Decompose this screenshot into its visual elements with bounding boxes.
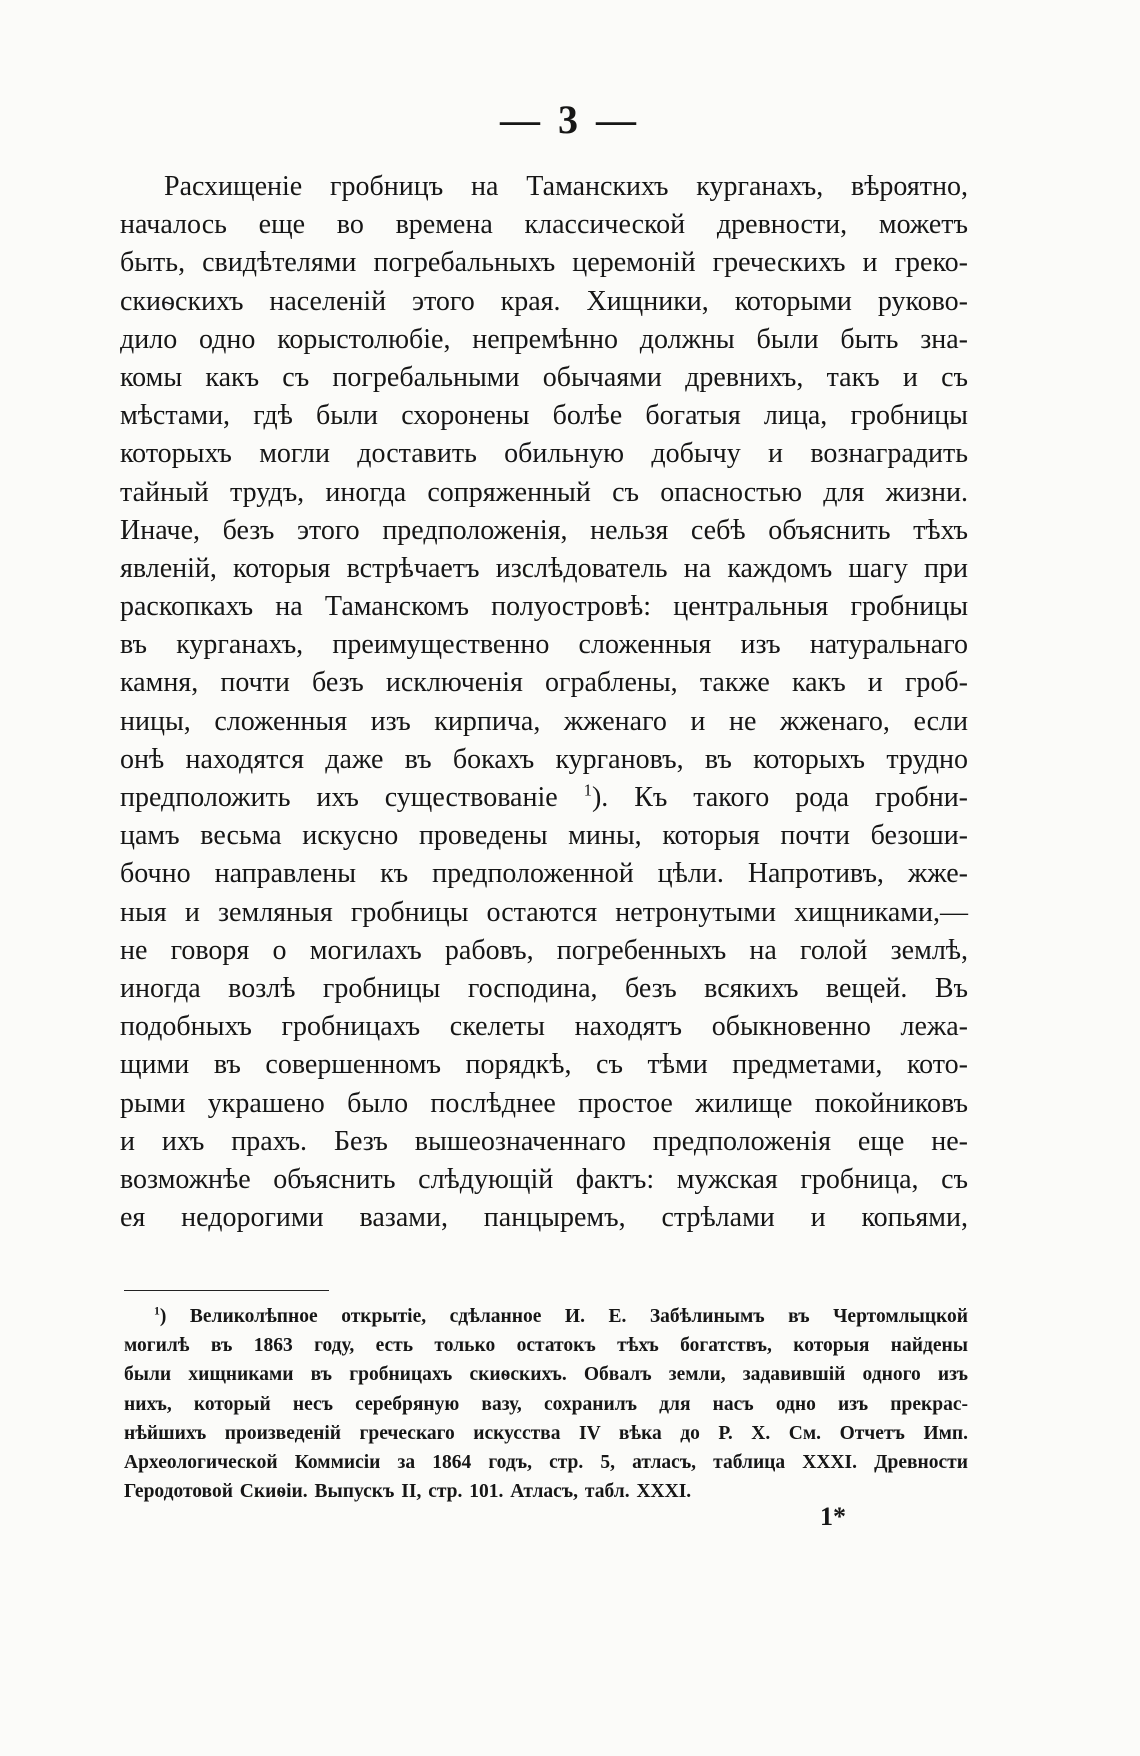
text-line: скиѳскихъ населеній этого края. Хищники, которыми руково-: [120, 285, 968, 317]
body-text: [120, 168, 968, 1237]
text-line: дило одно корыстолюбіе, непремѣнно должны были быть зна-: [120, 323, 968, 355]
text-line: началось еще во времена классической древности, можетъ: [120, 209, 968, 241]
text-line: которыхъ могли доставить обильную добычу и вознаградить: [120, 438, 968, 470]
text-line: быть, свидѣтелями погребальныхъ церемоній греческихъ и греко-: [120, 247, 968, 279]
text-line: ницы, сложенныя изъ кирпича, жженаго и не жженаго, если: [120, 705, 968, 737]
footnote-divider: [124, 1290, 329, 1291]
page-number: — 3 —: [500, 97, 640, 142]
text-fragment: ). Къ такого рода гробни-: [591, 782, 969, 813]
text-line: возможнѣе объяснить слѣдующій фактъ: мужская гробница, съ: [120, 1163, 968, 1195]
footnote-line: [124, 1302, 968, 1331]
footnote-line: могилѣ въ 1863 году, есть только остатокъ тѣхъ богатствъ, которыя найдены: [124, 1335, 968, 1357]
text-line: явленій, которыя встрѣчаетъ изслѣдователь на каждомъ шагу при: [120, 552, 968, 584]
text-line: Иначе, безъ этого предположенія, нельзя себѣ объяснить тѣхъ: [120, 514, 968, 546]
text-line: комы какъ съ погребальными обычаями древнихъ, такъ и съ: [120, 361, 968, 393]
text-line: иногда возлѣ гробницы господина, безъ всякихъ вещей. Въ: [120, 972, 968, 1004]
text-line: Расхищеніе гробницъ на Таманскихъ курганахъ, вѣроятно,: [164, 171, 968, 202]
text-line: и ихъ прахъ. Безъ вышеозначеннаго предположенія еще не-: [120, 1125, 968, 1157]
text-line: подобныхъ гробницахъ скелеты находятъ обыкновенно лежа-: [120, 1011, 968, 1043]
footnote-marker: 1: [154, 1304, 160, 1318]
footnote-line: Геродотовой Скиѳіи. Выпускъ II, стр. 101. Атласъ, табл. XXXI.: [124, 1481, 692, 1503]
text-line: онѣ находятся даже въ бокахъ кургановъ, въ которыхъ трудно: [120, 743, 968, 775]
text-line: бочно направлены къ предположенной цѣли. Напротивъ, жже-: [120, 858, 968, 890]
text-line: въ курганахъ, преимущественно сложенныя изъ натуральнаго: [120, 629, 968, 661]
footnote-line: нихъ, который несъ серебряную вазу, сохранилъ для насъ одно изъ прекрас-: [124, 1393, 968, 1415]
text-line: рыми украшено было послѣднее простое жилище покойниковъ: [120, 1087, 968, 1119]
text-line: цамъ весьма искусно проведены мины, которыя почти безоши-: [120, 820, 968, 852]
footnote-line: были хищниками въ гробницахъ скиѳскихъ. Обвалъ земли, задавившій одного изъ: [124, 1364, 968, 1386]
footnote-text: ) Великолѣпное открытіе, сдѣланное И. Е. Забѣлинымъ въ Чертомлыцкой: [159, 1306, 968, 1327]
footnote-line: Археологической Коммисіи за 1864 годъ, стр. 5, атласъ, таблица XXXI. Древности: [124, 1451, 968, 1473]
footnote-line: нѣйшихъ произведеній греческаго искусства IV вѣка до Р. Х. См. Отчетъ Имп.: [124, 1422, 968, 1444]
text-line: ея недорогими вазами, панцыремъ, стрѣлами и копьями,: [120, 1202, 968, 1234]
text-line: ныя и земляныя гробницы остаются нетронутыми хищниками,—: [120, 896, 968, 928]
signature-mark: 1*: [820, 1502, 846, 1531]
text-line-with-footnote-ref: [120, 779, 968, 817]
text-line: тайный трудъ, иногда сопряженный съ опасностью для жизни.: [120, 476, 968, 508]
text-line: не говоря о могилахъ рабовъ, погребенныхъ на голой землѣ,: [120, 934, 968, 966]
footnote: [124, 1302, 968, 1506]
text-line: щими въ совершенномъ порядкѣ, съ тѣми предметами, кото-: [120, 1049, 968, 1081]
text-line: раскопкахъ на Таманскомъ полуостровѣ: центральныя гробницы: [120, 591, 968, 623]
text-line: камня, почти безъ исключенія ограблены, также какъ и гроб-: [120, 667, 968, 699]
footnote-reference[interactable]: 1: [583, 780, 592, 800]
text-line: мѣстами, гдѣ были схоронены болѣе богатыя лица, гробницы: [120, 400, 968, 432]
text-fragment: предположить ихъ существованіе: [120, 782, 558, 813]
